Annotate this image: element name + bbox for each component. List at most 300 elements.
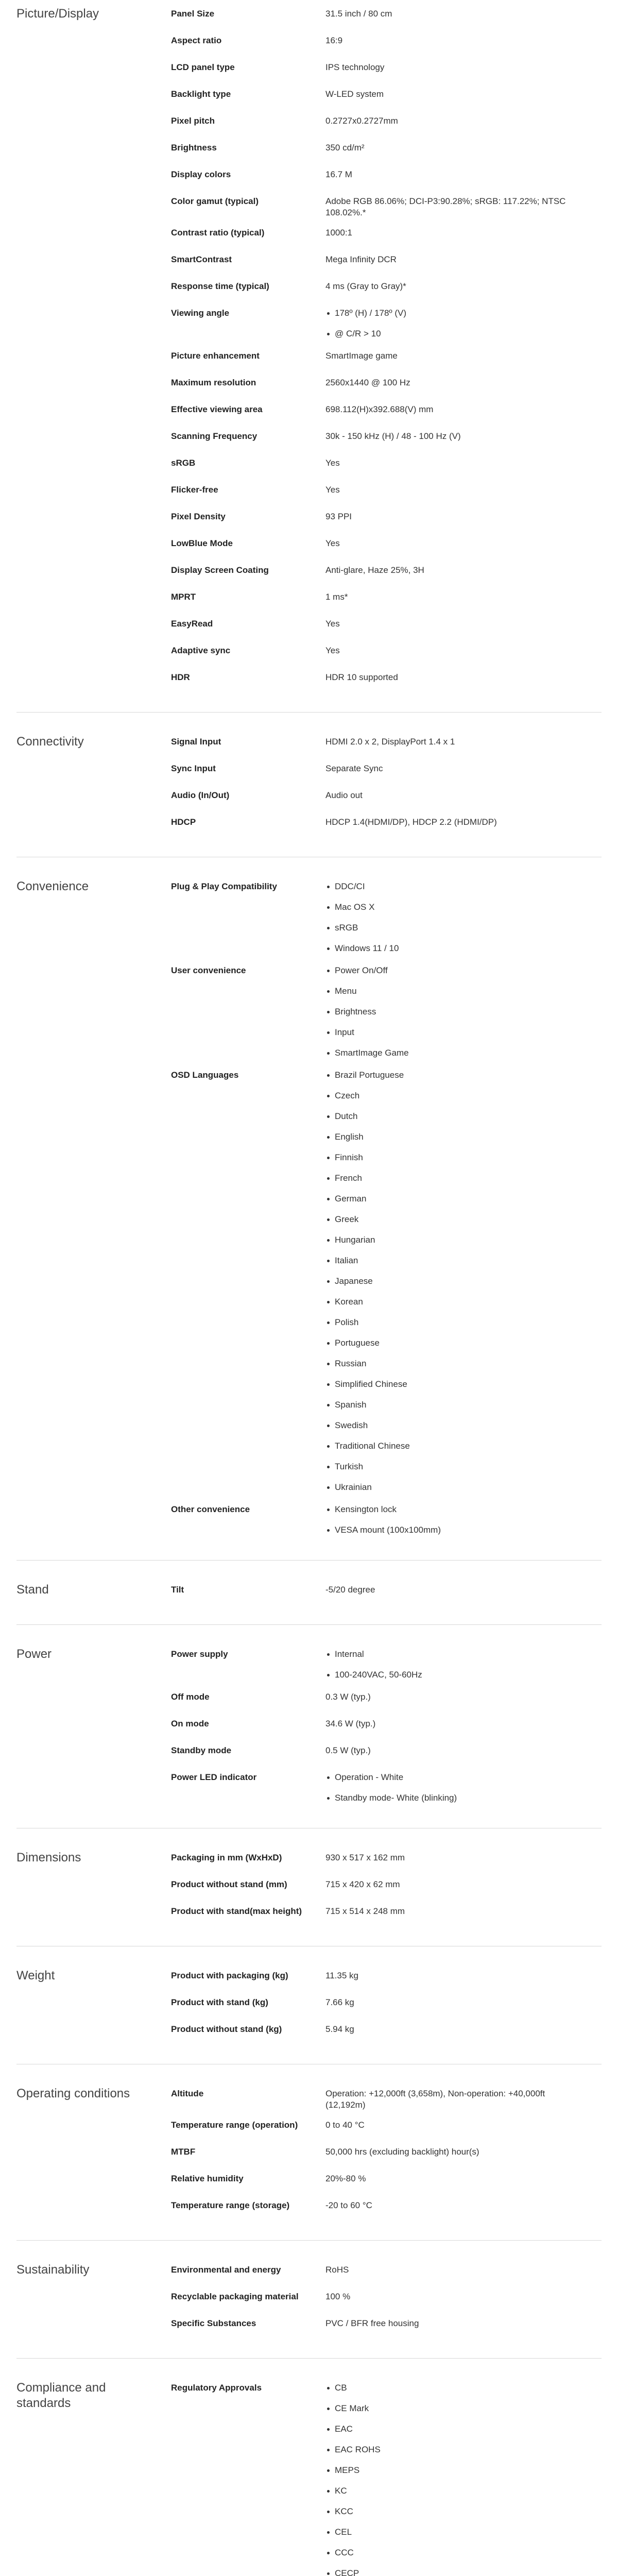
list-item <box>325 1214 571 1227</box>
list-item-text: Finnish <box>335 1153 363 1162</box>
list-item-text: Kensington lock <box>335 1504 397 1514</box>
list-item <box>325 1772 571 1785</box>
spec-label: Altitude <box>171 2089 204 2098</box>
spec-label: Plug & Play Compatibility <box>171 882 277 891</box>
spec-rows <box>171 1583 602 1610</box>
list-item-text: Simplified Chinese <box>335 1379 407 1389</box>
list-item <box>325 1792 571 1806</box>
bullet-icon <box>327 970 330 972</box>
spec-value: 30k - 150 kHz (H) / 48 - 100 Hz (V) <box>325 431 461 441</box>
spec-row-flicker-free <box>171 483 602 502</box>
section-title: Weight <box>16 1969 55 1982</box>
list-item <box>325 1027 571 1040</box>
bullet-icon <box>327 2511 330 2513</box>
bullet-icon <box>327 1404 330 1406</box>
spec-label: Flicker-free <box>171 485 218 495</box>
spec-row-lcd-panel-type <box>171 61 602 80</box>
bullet-icon <box>327 1157 330 1159</box>
bullet-icon <box>327 1218 330 1221</box>
bullet-icon <box>327 1095 330 1097</box>
spec-value: Operation: +12,000ft (3,658m), Non-operation: +40,000ft (12,192m) <box>325 2089 545 2110</box>
bullet-icon <box>327 1653 330 1656</box>
list-item-text: Operation - White <box>335 1772 404 1782</box>
spec-value: 0.5 W (typ.) <box>325 1745 371 1755</box>
spec-label: OSD Languages <box>171 1070 239 1080</box>
spec-row-temperature-range-operation <box>171 2119 602 2138</box>
spec-label: Response time (typical) <box>171 281 269 291</box>
spec-value: HDCP 1.4(HDMI/DP), HDCP 2.2 (HDMI/DP) <box>325 817 497 827</box>
spec-value: 350 cd/m² <box>325 143 365 152</box>
section-title: Power <box>16 1647 52 1661</box>
spec-value: -20 to 60 °C <box>325 2200 372 2210</box>
spec-label: Picture enhancement <box>171 351 260 361</box>
spec-value: 100 % <box>325 2292 351 2301</box>
spec-rows <box>171 735 602 842</box>
list-item-text: VESA mount (100x100mm) <box>335 1525 441 1535</box>
spec-section-picture-display <box>16 5 602 713</box>
spec-label: Other convenience <box>171 1504 250 1514</box>
spec-value: 930 x 517 x 162 mm <box>325 1853 405 1862</box>
spec-row-plug-play-compatibility <box>171 880 602 956</box>
list-item-text: Korean <box>335 1297 363 1307</box>
spec-row-standby-mode <box>171 1744 602 1763</box>
spec-label: LowBlue Mode <box>171 538 233 548</box>
bullet-icon <box>327 1115 330 1118</box>
spec-row-other-convenience <box>171 1503 602 1538</box>
spec-label: Off mode <box>171 1692 210 1702</box>
spec-value: 2560x1440 @ 100 Hz <box>325 378 410 387</box>
section-title: Compliance and standards <box>16 2381 106 2410</box>
list-item <box>325 881 571 894</box>
spec-section-sustainability <box>16 2261 602 2359</box>
spec-value: 16:9 <box>325 36 343 45</box>
spec-row-picture-enhancement <box>171 349 602 368</box>
spec-value-list <box>325 964 602 1061</box>
spec-label: Product with packaging (kg) <box>171 1971 288 1980</box>
spec-label: Recyclable packaging material <box>171 2292 299 2301</box>
spec-row-product-with-stand-max-height <box>171 1905 602 1924</box>
spec-value: Yes <box>325 458 340 468</box>
spec-row-off-mode <box>171 1690 602 1709</box>
spec-value: Separate Sync <box>325 764 383 773</box>
list-item-text: EAC <box>335 2424 353 2434</box>
list-item <box>325 1296 571 1310</box>
list-item-text: Internal <box>335 1649 364 1659</box>
list-item-text: CEL <box>335 2527 352 2537</box>
spec-row-user-convenience <box>171 964 602 1061</box>
list-item <box>325 328 571 342</box>
list-item-text: Hungarian <box>335 1235 375 1245</box>
list-item-text: French <box>335 1173 362 1183</box>
spec-label: Packaging in mm (WxHxD) <box>171 1853 282 1862</box>
spec-row-pixel-density <box>171 510 602 529</box>
list-item <box>325 2527 571 2540</box>
spec-row-easyread <box>171 617 602 636</box>
list-item-text: CE Mark <box>335 2403 369 2413</box>
list-item-text: Traditional Chinese <box>335 1441 410 1451</box>
spec-value: 4 ms (Gray to Gray)* <box>325 281 406 291</box>
spec-section-power <box>16 1646 602 1828</box>
list-item <box>325 1152 571 1165</box>
spec-value: -5/20 degree <box>325 1585 375 1595</box>
spec-section-compliance-and-standards <box>16 2379 602 2576</box>
list-item <box>325 2382 571 2396</box>
list-item <box>325 2403 571 2416</box>
bullet-icon <box>327 1136 330 1139</box>
spec-row-backlight-type <box>171 88 602 107</box>
list-item-text: KC <box>335 2486 347 2496</box>
list-item <box>325 2547 571 2561</box>
spec-label: User convenience <box>171 965 246 975</box>
spec-value: 16.7 M <box>325 170 352 179</box>
bullet-icon <box>327 886 330 888</box>
spec-row-srgb <box>171 456 602 476</box>
bullet-icon <box>327 1177 330 1180</box>
bullet-icon <box>327 1529 330 1532</box>
spec-value: Mega Infinity DCR <box>325 255 397 264</box>
spec-label: HDCP <box>171 817 196 827</box>
spec-label: HDR <box>171 672 190 682</box>
list-item-text: MEPS <box>335 2465 360 2475</box>
list-item-text: Portuguese <box>335 1338 380 1348</box>
spec-label: Temperature range (storage) <box>171 2200 290 2210</box>
spec-rows <box>171 7 602 698</box>
list-item-text: KCC <box>335 2506 353 2516</box>
spec-value: Yes <box>325 646 340 655</box>
list-item <box>325 1234 571 1248</box>
spec-row-display-screen-coating <box>171 564 602 583</box>
spec-row-packaging-in-mm-wxhxd <box>171 1851 602 1870</box>
spec-row-effective-viewing-area <box>171 403 602 422</box>
spec-rows <box>171 1648 602 1814</box>
spec-row-brightness <box>171 141 602 160</box>
spec-label: On mode <box>171 1719 209 1728</box>
list-item-text: Standby mode- White (blinking) <box>335 1793 457 1803</box>
list-item <box>325 1669 571 1683</box>
spec-value: Audio out <box>325 790 363 800</box>
bullet-icon <box>327 2572 330 2575</box>
bullet-icon <box>327 1466 330 1468</box>
bullet-icon <box>327 312 330 315</box>
spec-label: Color gamut (typical) <box>171 196 259 206</box>
bullet-icon <box>327 2469 330 2472</box>
spec-value: 0.2727x0.2727mm <box>325 116 398 126</box>
spec-label: Backlight type <box>171 89 231 99</box>
spec-value: 0.3 W (typ.) <box>325 1692 371 1702</box>
spec-row-power-led-indicator <box>171 1771 602 1806</box>
spec-value: 50,000 hrs (excluding backlight) hour(s) <box>325 2147 479 2157</box>
spec-row-signal-input <box>171 735 602 754</box>
list-item-text: @ C/R > 10 <box>335 329 381 338</box>
section-title: Picture/Display <box>16 7 99 21</box>
spec-value: 5.94 kg <box>325 2024 354 2034</box>
list-item-text: Italian <box>335 1256 358 1265</box>
spec-row-adaptive-sync <box>171 644 602 663</box>
spec-value: Adobe RGB 86.06%; DCI-P3:90.28%; sRGB: 117.22%; NTSC 108.02%.* <box>325 196 566 217</box>
list-item <box>325 2568 571 2576</box>
spec-label: Pixel Density <box>171 512 226 521</box>
list-item <box>325 1524 571 1538</box>
bullet-icon <box>327 2531 330 2534</box>
bullet-list <box>325 1772 571 1806</box>
spec-value: 1 ms* <box>325 592 348 602</box>
spec-value: HDMI 2.0 x 2, DisplayPort 1.4 x 1 <box>325 737 455 747</box>
spec-row-display-colors <box>171 168 602 187</box>
spec-rows <box>171 1969 602 2049</box>
spec-value: 715 x 514 x 248 mm <box>325 1906 405 1916</box>
spec-label: Power LED indicator <box>171 1772 257 1782</box>
list-item-text: German <box>335 1194 367 1204</box>
spec-row-aspect-ratio <box>171 34 602 53</box>
spec-label: Maximum resolution <box>171 378 256 387</box>
spec-value-list <box>325 880 602 956</box>
spec-label: Pixel pitch <box>171 116 215 126</box>
list-item <box>325 1173 571 1186</box>
list-item-text: Japanese <box>335 1276 373 1286</box>
list-item-text: English <box>335 1132 364 1142</box>
spec-row-pixel-pitch <box>171 114 602 133</box>
bullet-icon <box>327 1797 330 1800</box>
spec-label: MTBF <box>171 2147 196 2157</box>
list-item <box>325 1006 571 1020</box>
bullet-icon <box>327 1260 330 1262</box>
spec-row-mprt <box>171 590 602 609</box>
spec-section-operating-conditions <box>16 2085 602 2241</box>
spec-label: Environmental and energy <box>171 2265 281 2275</box>
spec-label: Brightness <box>171 143 217 152</box>
spec-label: Standby mode <box>171 1745 232 1755</box>
spec-value: HDR 10 supported <box>325 672 398 682</box>
spec-label: Panel Size <box>171 9 215 19</box>
list-item <box>325 2506 571 2519</box>
list-item-text: Spanish <box>335 1400 367 1410</box>
section-title: Connectivity <box>16 735 84 749</box>
spec-section-stand <box>16 1581 602 1625</box>
bullet-icon <box>327 1198 330 1200</box>
section-title: Convenience <box>16 879 89 893</box>
bullet-icon <box>327 2552 330 2554</box>
spec-value: Yes <box>325 619 340 629</box>
spec-row-contrast-ratio-typical <box>171 226 602 245</box>
bullet-icon <box>327 1052 330 1055</box>
list-item <box>325 965 571 978</box>
list-item <box>325 943 571 956</box>
bullet-icon <box>327 1321 330 1324</box>
bullet-icon <box>327 1674 330 1676</box>
spec-value: 11.35 kg <box>325 1971 358 1980</box>
spec-label: Display colors <box>171 170 231 179</box>
section-title: Stand <box>16 1583 49 1597</box>
spec-label: Contrast ratio (typical) <box>171 228 265 238</box>
bullet-icon <box>327 990 330 993</box>
spec-label: Product without stand (mm) <box>171 1879 287 1889</box>
list-item <box>325 1399 571 1413</box>
list-item <box>325 1649 571 1662</box>
spec-section-dimensions <box>16 1849 602 1946</box>
spec-value-list <box>325 2381 602 2576</box>
spec-value: 7.66 kg <box>325 1997 354 2007</box>
bullet-icon <box>327 1445 330 1448</box>
spec-row-environmental-and-energy <box>171 2263 602 2282</box>
spec-row-specific-substances <box>171 2317 602 2336</box>
list-item-text: Windows 11 / 10 <box>335 943 399 953</box>
bullet-icon <box>327 906 330 909</box>
list-item <box>325 902 571 915</box>
bullet-icon <box>327 1363 330 1365</box>
spec-value: 20%-80 % <box>325 2174 366 2183</box>
list-item <box>325 2424 571 2437</box>
spec-label: Scanning Frequency <box>171 431 258 441</box>
spec-section-connectivity <box>16 733 602 857</box>
bullet-icon <box>327 1301 330 1303</box>
spec-label: Power supply <box>171 1649 228 1659</box>
spec-row-mtbf <box>171 2145 602 2164</box>
spec-label: Product without stand (kg) <box>171 2024 282 2034</box>
list-item-text: sRGB <box>335 923 358 933</box>
spec-row-product-with-stand-kg <box>171 1996 602 2015</box>
spec-value: PVC / BFR free housing <box>325 2318 419 2328</box>
spec-label: Sync Input <box>171 764 216 773</box>
spec-value: Anti-glare, Haze 25%, 3H <box>325 565 424 575</box>
bullet-icon <box>327 1776 330 1779</box>
list-item <box>325 1461 571 1475</box>
spec-row-power-supply <box>171 1648 602 1683</box>
spec-value: 31.5 inch / 80 cm <box>325 9 392 19</box>
list-item <box>325 1090 571 1104</box>
spec-row-hdr <box>171 671 602 690</box>
bullet-icon <box>327 1383 330 1386</box>
list-item <box>325 1379 571 1392</box>
spec-label: MPRT <box>171 592 196 602</box>
list-item-text: 100-240VAC, 50-60Hz <box>335 1670 422 1680</box>
bullet-list <box>325 1649 571 1683</box>
spec-row-recyclable-packaging-material <box>171 2290 602 2309</box>
bullet-icon <box>327 1342 330 1345</box>
list-item <box>325 2444 571 2458</box>
spec-label: sRGB <box>171 458 196 468</box>
spec-rows <box>171 2381 602 2576</box>
spec-row-panel-size <box>171 7 602 26</box>
spec-label: Temperature range (operation) <box>171 2120 298 2130</box>
bullet-list <box>325 308 571 342</box>
list-item <box>325 922 571 936</box>
list-item <box>325 1317 571 1330</box>
spec-value: 0 to 40 °C <box>325 2120 365 2130</box>
list-item-text: Input <box>335 1027 354 1037</box>
spec-label: Aspect ratio <box>171 36 222 45</box>
spec-row-osd-languages <box>171 1069 602 1495</box>
spec-label: Display Screen Coating <box>171 565 269 575</box>
spec-value: Yes <box>325 485 340 495</box>
spec-row-audio-in-out <box>171 789 602 808</box>
spec-section-weight <box>16 1967 602 2064</box>
bullet-list <box>325 881 571 956</box>
spec-row-sync-input <box>171 762 602 781</box>
spec-row-hdcp <box>171 816 602 835</box>
section-title: Sustainability <box>16 2263 90 2277</box>
bullet-icon <box>327 1509 330 1511</box>
spec-row-viewing-angle <box>171 307 602 342</box>
bullet-icon <box>327 1011 330 1013</box>
spec-value: 93 PPI <box>325 512 352 521</box>
bullet-list <box>325 2382 571 2576</box>
bullet-icon <box>327 2408 330 2410</box>
list-item-text: CB <box>335 2383 347 2393</box>
spec-value: Yes <box>325 538 340 548</box>
list-item <box>325 308 571 321</box>
list-item <box>325 1047 571 1061</box>
spec-value-list <box>325 1503 602 1538</box>
list-item-text: Power On/Off <box>335 965 388 975</box>
spec-row-smartcontrast <box>171 253 602 272</box>
section-title: Dimensions <box>16 1851 81 1865</box>
list-item-text: Turkish <box>335 1462 364 1471</box>
spec-value: 698.112(H)x392.688(V) mm <box>325 404 434 414</box>
list-item-text: Polish <box>335 1317 359 1327</box>
bullet-icon <box>327 333 330 335</box>
list-item <box>325 1111 571 1124</box>
list-item <box>325 1276 571 1289</box>
list-item-text: Czech <box>335 1091 360 1100</box>
bullet-icon <box>327 1280 330 1283</box>
spec-section-convenience <box>16 878 602 1561</box>
list-item <box>325 1482 571 1495</box>
spec-label: Audio (In/Out) <box>171 790 230 800</box>
spec-value: SmartImage game <box>325 351 398 361</box>
spec-row-scanning-frequency <box>171 430 602 449</box>
list-item <box>325 1131 571 1145</box>
spec-label: Tilt <box>171 1585 184 1595</box>
list-item <box>325 1193 571 1207</box>
list-item <box>325 2465 571 2478</box>
bullet-icon <box>327 2449 330 2451</box>
spec-row-maximum-resolution <box>171 376 602 395</box>
spec-row-color-gamut-typical <box>171 195 602 218</box>
bullet-list <box>325 1504 571 1538</box>
spec-value: 715 x 420 x 62 mm <box>325 1879 400 1889</box>
spec-value: 34.6 W (typ.) <box>325 1719 376 1728</box>
spec-label: Adaptive sync <box>171 646 231 655</box>
list-item-text: Brazil Portuguese <box>335 1070 404 1080</box>
spec-label: Specific Substances <box>171 2318 256 2328</box>
list-item-text: DDC/CI <box>335 882 365 891</box>
spec-label: Effective viewing area <box>171 404 263 414</box>
spec-row-relative-humidity <box>171 2172 602 2191</box>
spec-rows <box>171 2087 602 2226</box>
list-item-text: Brightness <box>335 1007 376 1016</box>
list-item <box>325 1420 571 1433</box>
spec-row-product-without-stand-mm <box>171 1878 602 1897</box>
spec-value-list <box>325 1771 602 1806</box>
spec-label: Product with stand (kg) <box>171 1997 268 2007</box>
list-item-text: 178º (H) / 178º (V) <box>335 308 407 318</box>
list-item <box>325 1504 571 1517</box>
list-item <box>325 1440 571 1454</box>
spec-value: RoHS <box>325 2265 349 2275</box>
list-item <box>325 1255 571 1268</box>
list-item-text: CECP <box>335 2568 359 2576</box>
spec-label: EasyRead <box>171 619 213 629</box>
list-item-text: Mac OS X <box>335 902 375 912</box>
spec-label: Signal Input <box>171 737 221 747</box>
spec-row-on-mode <box>171 1717 602 1736</box>
spec-value-list <box>325 307 602 342</box>
bullet-list <box>325 1070 571 1495</box>
spec-rows <box>171 2263 602 2344</box>
spec-rows <box>171 1851 602 1931</box>
list-item-text: Ukrainian <box>335 1482 372 1492</box>
bullet-icon <box>327 1031 330 1034</box>
